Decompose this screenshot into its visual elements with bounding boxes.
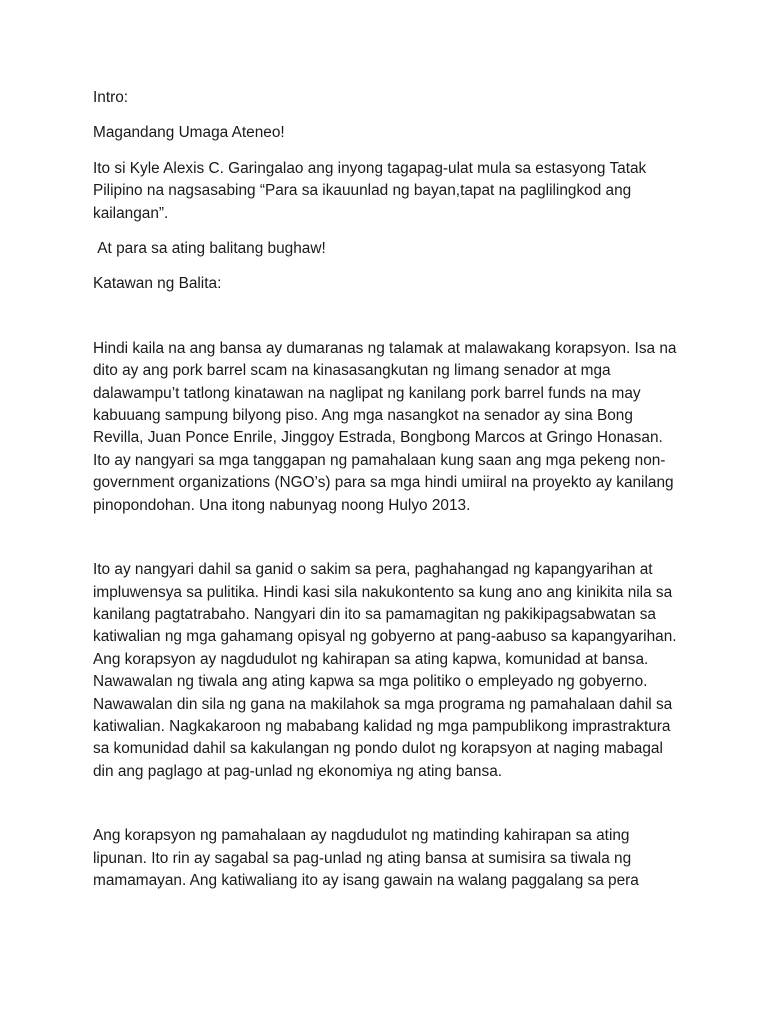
document-body bbox=[93, 87, 683, 892]
body-paragraph-1: Hindi kaila na ang bansa ay dumaranas ng talamak at malawakang korapsyon. Isa na dito ay ang pork barrel scam na kinasasangkutan ng limang senador at mga dalawampu’t tatlong kinatawan na naglipat ng kanilang pork barrel funds na may kabuuang sampung bilyong piso. Ang mga nasangkot na senador ay sina Bong Revilla, Juan Ponce Enrile, Jinggoy Estrada, Bongbong Marcos at Gringo Honasan. Ito ay nangyari sa mga tanggapan ng pamahalaan kung saan ang mga pekeng non-government organizations (NGO’s) para sa mga hindi umiiral na proyekto ay kanilang pinopondohan. Una itong nabunyag noong Hulyo 2013. bbox=[93, 339, 681, 514]
closing-intro-line: At para sa ating balitang bughaw! bbox=[93, 240, 326, 258]
body-paragraph-3: Ang korapsyon ng pamahalaan ay nagdudulot ng matinding kahirapan sa ating lipunan. Ito rin ay sagabal sa pag-unlad ng ating bansa at sumisira sa tiwala ng mamamayan. Ang katiwaliang ito ay isang gawain na walang paggalang sa pera bbox=[93, 827, 639, 889]
body-heading: Katawan ng Balita: bbox=[93, 275, 222, 293]
greeting: Magandang Umaga Ateneo! bbox=[93, 124, 285, 142]
intro-heading: Intro: bbox=[93, 89, 129, 106]
body-paragraph-2: Ito ay nangyari dahil sa ganid o sakim sa pera, paghahangad ng kapangyarihan at impluwensya sa pulitika. Hindi kasi sila nakukontento sa kung ano ang kinikita nila sa kanilang pagtatrabaho. Nangyari din ito sa pamamagitan ng pakikipagsabwatan sa katiwalian ng mga gahamang opisyal ng gobyerno at pang-aabuso sa kapangyarihan. Ang korapsyon ay nagdudulot ng kahirapan sa ating kapwa, komunidad at bansa. Nawawalan ng tiwala ang ating kapwa sa mga politiko o empleyado ng gobyerno. Nawawalan din sila ng gana na makilahok sa mga programa ng pamahalaan dahil sa katiwalian. Nagkakaroon ng mababang kalidad ng mga pampublikong imprastraktura sa komunidad dahil sa kakulangan ng pondo dulot ng korapsyon at naging mabagal din ang paglago at pag-unlad ng ekonomiya ng ating bansa. bbox=[93, 561, 680, 780]
introduction-paragraph: Ito si Kyle Alexis C. Garingalao ang inyong tagapag-ulat mula sa estasyong Tatak Pilipino na nagsasabing “Para sa ikauunlad ng bayan,tapat na paglilingkod ang kailangan”. bbox=[93, 159, 651, 222]
